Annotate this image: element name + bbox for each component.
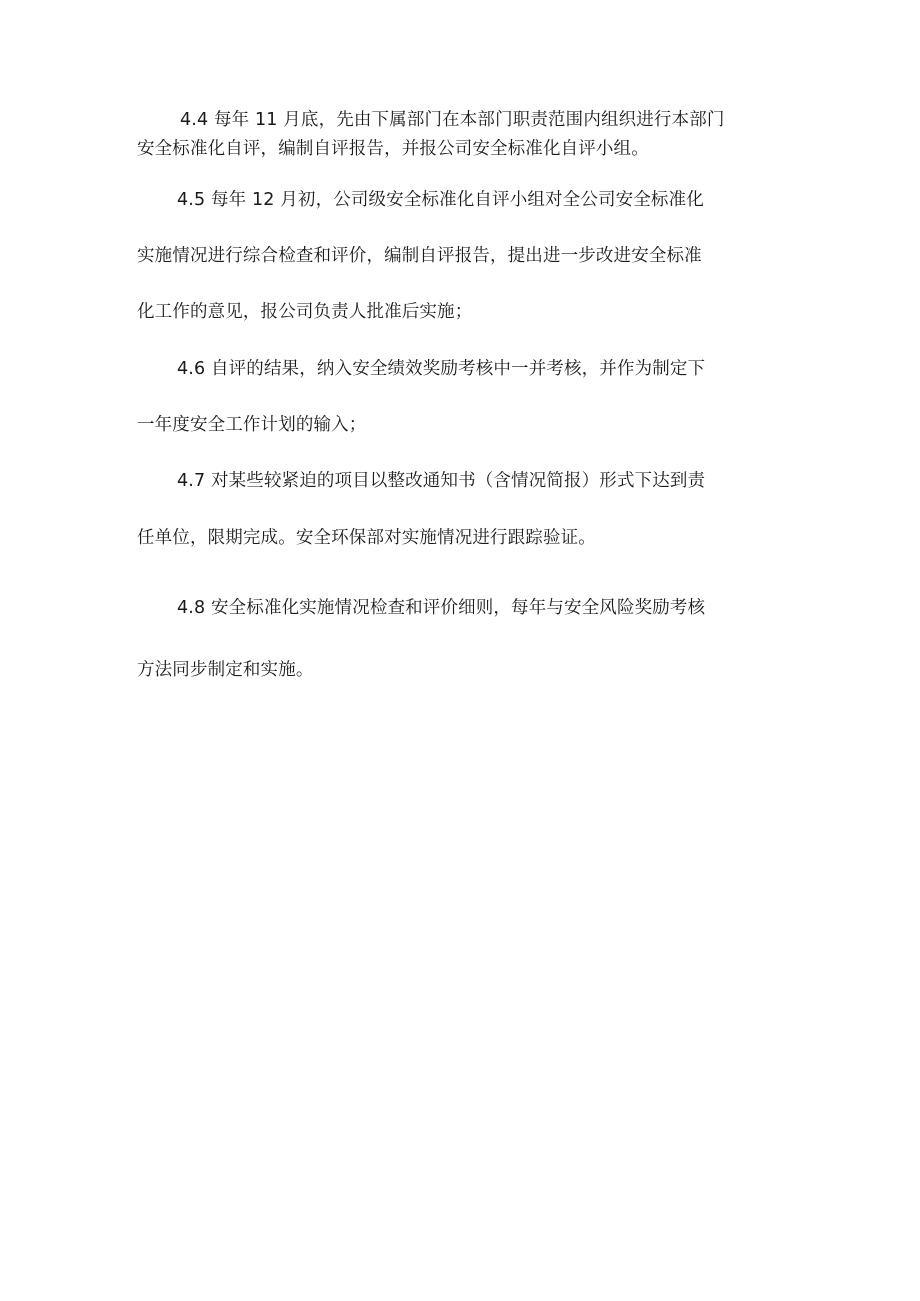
- paragraph-4-5-text-2: 实施情况进行综合检查和评价，编制自评报告，提出进一步改进安全标准: [137, 246, 702, 266]
- paragraph-4-6-text-2: 一年度安全工作计划的输入；: [137, 415, 367, 435]
- paragraph-4-5-text-3: 化工作的意见，报公司负责人批准后实施；: [137, 302, 473, 322]
- paragraph-4-6-text-1: 4.6 自评的结果，纳入安全绩效奖励考核中一并考核，并作为制定下: [177, 359, 706, 379]
- paragraph-4-6-line-2: [0, 410, 920, 440]
- paragraph-4-4-text-2: 安全标准化自评，编制自评报告，并报公司安全标准化自评小组。: [137, 139, 649, 159]
- paragraph-4-8-line-2: [0, 655, 920, 685]
- paragraph-4-8-text-2: 方法同步制定和实施。: [137, 660, 314, 680]
- paragraph-4-5-line-1: [0, 185, 920, 215]
- paragraph-4-5-text-1: 4.5 每年 12 月初，公司级安全标准化自评小组对全公司安全标准化: [177, 190, 704, 210]
- paragraph-4-5-line-3: [0, 297, 920, 327]
- paragraph-4-7-line-2: [0, 523, 920, 553]
- paragraph-4-8-line-1: [0, 593, 920, 623]
- paragraph-4-7-line-1: [0, 466, 920, 496]
- paragraph-4-5-line-2: [0, 241, 920, 271]
- paragraph-4-7-text-1: 4.7 对某些较紧迫的项目以整改通知书（含情况简报）形式下达到责: [177, 471, 706, 491]
- paragraph-4-4-text-1: 4.4 每年 11 月底，先由下属部门在本部门职责范围内组织进行本部门: [180, 110, 725, 130]
- paragraph-4-8-text-1: 4.8 安全标准化实施情况检查和评价细则，每年与安全风险奖励考核: [177, 598, 706, 618]
- paragraph-4-7-text-2: 任单位，限期完成。安全环保部对实施情况进行跟踪验证。: [137, 528, 596, 548]
- paragraph-4-4-line-1: [0, 105, 920, 135]
- paragraph-4-4-line-2: [0, 134, 920, 164]
- paragraph-4-6-line-1: [0, 354, 920, 384]
